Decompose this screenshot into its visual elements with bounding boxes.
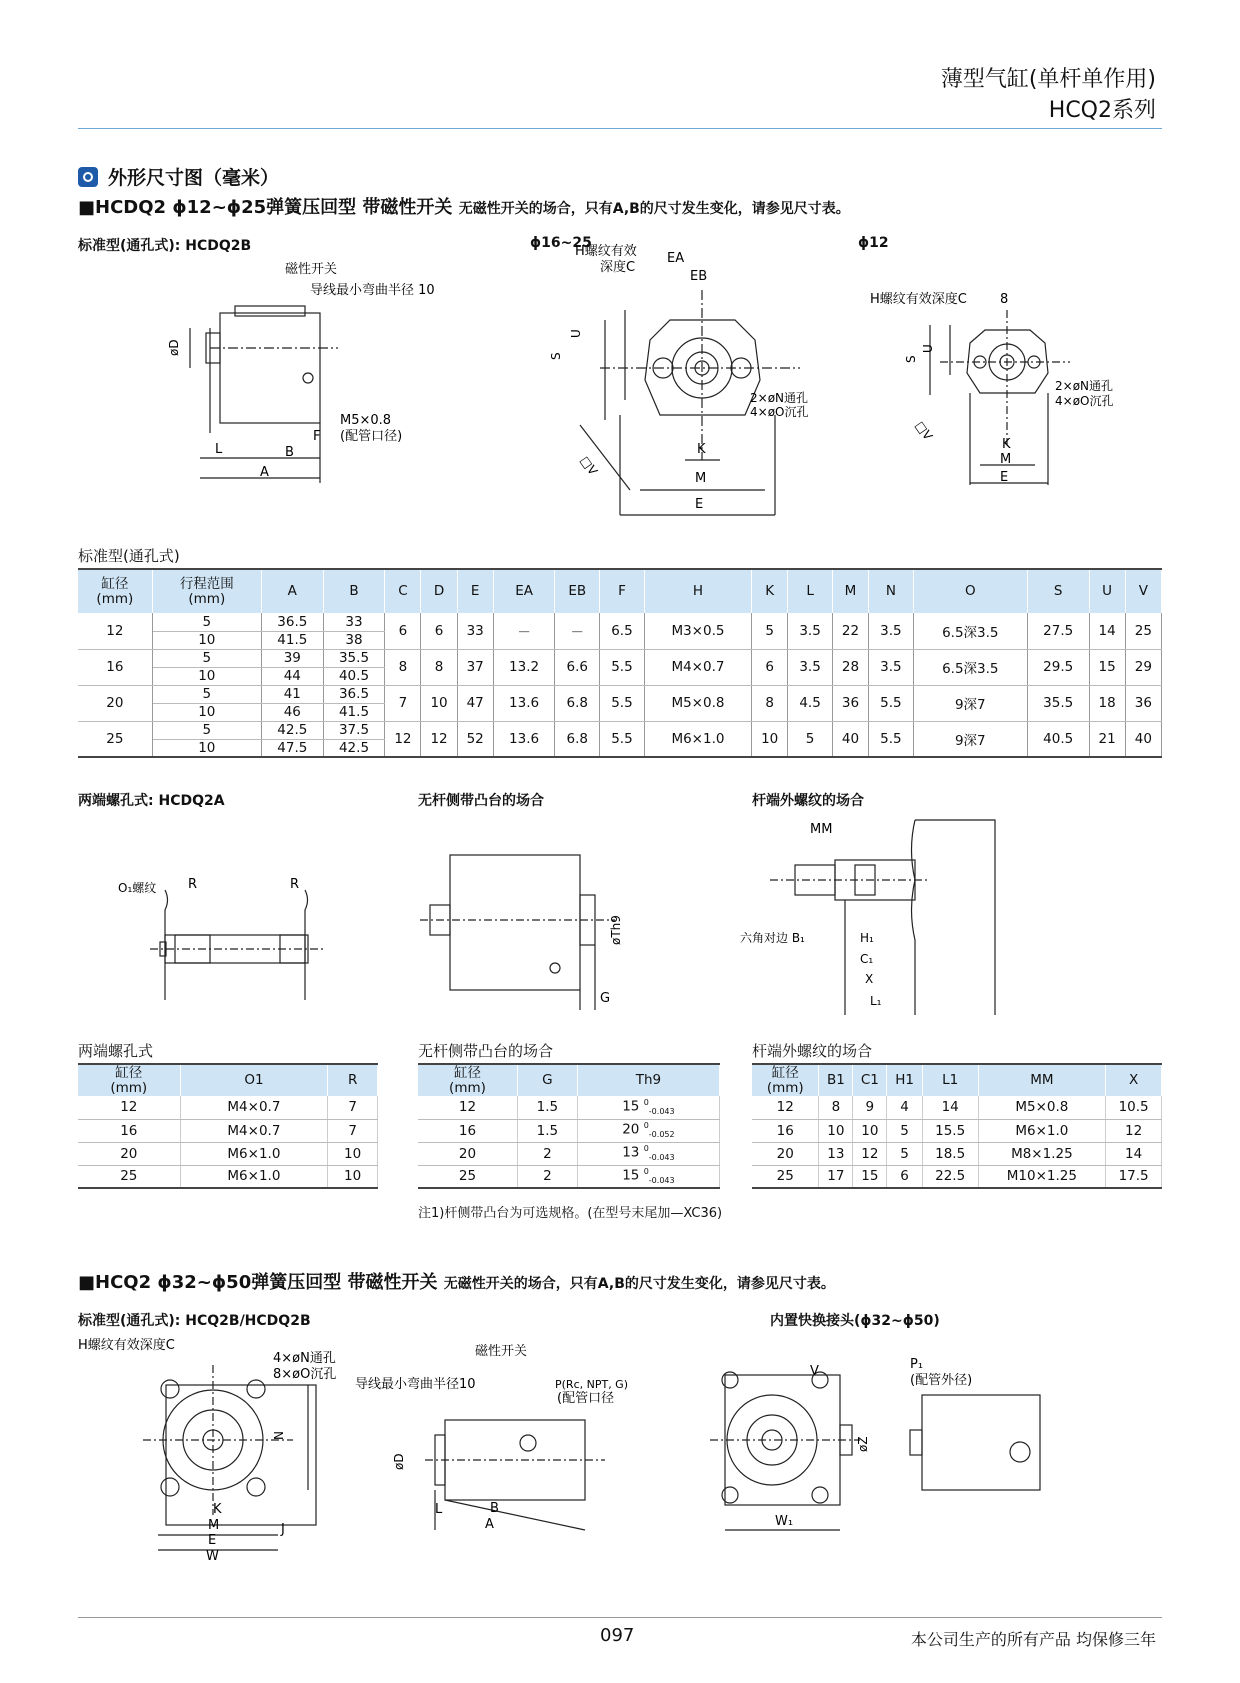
table-header: O1 bbox=[180, 1064, 328, 1096]
table-cell: M5×0.8 bbox=[978, 1096, 1106, 1119]
table-row bbox=[418, 1165, 720, 1188]
table-cell: 33 bbox=[457, 613, 493, 649]
table-cell: 10 bbox=[752, 721, 788, 757]
tolerance-lower: -0.052 bbox=[648, 1130, 675, 1140]
part3-std-label: 标准型(通孔式): HCQ2B/HCDQ2B bbox=[78, 1313, 311, 1329]
table-cell: 16 bbox=[752, 1119, 819, 1142]
side-view-phi32-diagram bbox=[350, 1340, 640, 1540]
table-cell: 20 bbox=[418, 1142, 517, 1165]
table-cell: M4×0.7 bbox=[180, 1096, 328, 1119]
label-wire: 导线最小弯曲半径 10 bbox=[310, 283, 435, 298]
table-cell: 22.5 bbox=[922, 1165, 978, 1188]
label-depth: 深度C bbox=[600, 260, 636, 275]
label-holes-n-12: 2×øN通孔 bbox=[1055, 379, 1114, 393]
table-header: V bbox=[1125, 569, 1161, 613]
table-header: 缸径 (mm) bbox=[418, 1064, 517, 1096]
table-cell: 3.5 bbox=[869, 649, 914, 685]
table-cell: 15.5 bbox=[922, 1119, 978, 1142]
table-cell: 5 bbox=[752, 613, 788, 649]
label-p1: P₁ bbox=[910, 1357, 924, 1372]
label-b: B bbox=[285, 445, 294, 460]
tolerance-upper: 0 bbox=[643, 1121, 649, 1131]
label-u: U bbox=[569, 329, 583, 338]
label-u-12: U bbox=[921, 344, 935, 353]
table-cell: M8×1.25 bbox=[978, 1142, 1106, 1165]
bore-cell: 25 bbox=[78, 721, 152, 757]
table-cell: － bbox=[493, 613, 555, 649]
table-header: S bbox=[1027, 569, 1089, 613]
label-l1: L₁ bbox=[870, 994, 882, 1008]
table-cell: 7 bbox=[385, 685, 421, 721]
table-cell: 16 bbox=[78, 1119, 180, 1142]
tolerance-lower: -0.043 bbox=[648, 1176, 675, 1186]
both-end-thread-table bbox=[78, 1063, 378, 1189]
table-cell: M6×1.0 bbox=[644, 721, 751, 757]
table-cell: 9深7 bbox=[913, 685, 1027, 721]
table-cell: 8 bbox=[752, 685, 788, 721]
label-h-thread-12: H螺纹有效深度C bbox=[870, 292, 967, 307]
header-series: HCQ2系列 bbox=[1048, 98, 1156, 123]
table-cell: 29.5 bbox=[1027, 649, 1089, 685]
table-cell: 46 bbox=[261, 703, 323, 721]
label-switch-32: 磁性开关 bbox=[475, 1344, 528, 1359]
table-cell: 40 bbox=[1125, 721, 1161, 757]
table-cell: 6.6 bbox=[555, 649, 600, 685]
header-divider bbox=[78, 128, 1162, 129]
table-cell: 5 bbox=[887, 1119, 922, 1142]
table-header: B bbox=[323, 569, 385, 613]
table-cell: 12 bbox=[853, 1142, 887, 1165]
table-cell: 37.5 bbox=[323, 721, 385, 739]
table-cell: 10 bbox=[853, 1119, 887, 1142]
table-cell: 5.5 bbox=[600, 649, 645, 685]
table-cell: 37 bbox=[457, 649, 493, 685]
table-header: MM bbox=[978, 1064, 1106, 1096]
table-row bbox=[418, 1096, 720, 1119]
label-x: X bbox=[865, 972, 874, 986]
section-title: 外形尺寸图（毫米） bbox=[78, 163, 279, 190]
table-cell: 22 bbox=[832, 613, 868, 649]
label-d-32: øD bbox=[392, 1453, 406, 1470]
table-cell: 5 bbox=[152, 613, 261, 631]
table-cell: 40.5 bbox=[1027, 721, 1089, 757]
table-cell: 20 bbox=[752, 1142, 819, 1165]
table-cell: 10 bbox=[152, 631, 261, 649]
table-header: 缸径 (mm) bbox=[78, 1064, 180, 1096]
label-port-note-32: (配管口径 bbox=[557, 1391, 615, 1406]
label-v-32: V bbox=[810, 1364, 819, 1379]
label-l-32: L bbox=[435, 1502, 443, 1517]
table-row bbox=[752, 1096, 1162, 1119]
table-cell: 25 bbox=[1125, 613, 1161, 649]
table-cell: 12 bbox=[78, 1096, 180, 1119]
footer-divider bbox=[78, 1617, 1162, 1618]
table-cell: 39 bbox=[261, 649, 323, 667]
table-cell: 13.2 bbox=[493, 649, 555, 685]
std-dimension-table bbox=[78, 568, 1162, 758]
table-cell: M3×0.5 bbox=[644, 613, 751, 649]
table-cell: M4×0.7 bbox=[644, 649, 751, 685]
table-cell: M5×0.8 bbox=[644, 685, 751, 721]
table-cell: 36 bbox=[832, 685, 868, 721]
table-cell: 4.5 bbox=[788, 685, 833, 721]
table-cell: 6 bbox=[887, 1165, 922, 1188]
label-o-holes: 8×øO沉孔 bbox=[273, 1367, 337, 1382]
table-cell: 3.5 bbox=[869, 613, 914, 649]
label-d: øD bbox=[167, 339, 181, 356]
table-row bbox=[78, 1096, 378, 1119]
front-view-phi16-diagram bbox=[549, 244, 860, 525]
table-cell: 42.5 bbox=[261, 721, 323, 739]
label-o1: O₁螺纹 bbox=[118, 881, 157, 895]
table-cell: 40 bbox=[832, 721, 868, 757]
table-cell: 6.5深3.5 bbox=[913, 613, 1027, 649]
part2-label-c: 杆端外螺纹的场合 bbox=[752, 793, 864, 809]
part1-heading: ■HCDQ2 ϕ12~ϕ25弹簧压回型 带磁性开关 无磁性开关的场合，只有A,B的尺寸发生变化，请参见尺寸表。 bbox=[78, 197, 850, 218]
label-h1: H₁ bbox=[860, 931, 874, 945]
std-table-title: 标准型(通孔式) bbox=[78, 547, 180, 565]
table-cell: 10.5 bbox=[1106, 1096, 1162, 1119]
table-cell: 12 bbox=[752, 1096, 819, 1119]
table-header: L bbox=[788, 569, 833, 613]
table-cell: 25 bbox=[418, 1165, 517, 1188]
page-number: 097 bbox=[600, 1625, 635, 1646]
table-cell: 17.5 bbox=[1106, 1165, 1162, 1188]
part2-label-b: 无杆侧带凸台的场合 bbox=[418, 793, 544, 809]
table-row bbox=[752, 1142, 1162, 1165]
table-cell: 29 bbox=[1125, 649, 1161, 685]
table-header: M bbox=[832, 569, 868, 613]
table-cell: 18.5 bbox=[922, 1142, 978, 1165]
label-a-32: A bbox=[485, 1517, 494, 1532]
table-cell: 7 bbox=[328, 1119, 378, 1142]
label-a: A bbox=[260, 465, 269, 480]
label-holes-o-12: 4×øO沉孔 bbox=[1055, 394, 1114, 408]
boss-diagram bbox=[415, 850, 645, 1020]
tolerance-cell: 13 $^0_{-0.043}$ bbox=[577, 1142, 719, 1165]
table-cell: M6×1.0 bbox=[180, 1142, 328, 1165]
label-s-12: S bbox=[904, 355, 918, 363]
label-e: E bbox=[695, 497, 704, 512]
table-header: X bbox=[1106, 1064, 1162, 1096]
label-n-holes: 4×øN通孔 bbox=[273, 1351, 336, 1366]
label-w-32: W bbox=[206, 1549, 219, 1564]
label-r-right: R bbox=[290, 877, 300, 892]
table-cell: 15 bbox=[1089, 649, 1125, 685]
table-cell: 10 bbox=[328, 1142, 378, 1165]
table-cell: 2 bbox=[517, 1142, 577, 1165]
table-cell: 14 bbox=[922, 1096, 978, 1119]
table-header: H1 bbox=[887, 1064, 922, 1096]
table-cell: 10 bbox=[152, 739, 261, 757]
table-cell: 14 bbox=[1089, 613, 1125, 649]
front-view-phi12-diagram bbox=[870, 285, 1140, 495]
table-cell: 2 bbox=[517, 1165, 577, 1188]
table-cell: 52 bbox=[457, 721, 493, 757]
table-header: G bbox=[517, 1064, 577, 1096]
table-cell: 3.5 bbox=[788, 613, 833, 649]
table-row bbox=[78, 1142, 378, 1165]
table-cell: 8 bbox=[819, 1096, 853, 1119]
section-bullet-icon bbox=[78, 167, 98, 187]
table-cell: 6.5 bbox=[600, 613, 645, 649]
label-r-left: R bbox=[188, 877, 198, 892]
table-header: A bbox=[261, 569, 323, 613]
label-f: F bbox=[313, 429, 321, 444]
label-ea: EA bbox=[667, 251, 685, 266]
table-header: F bbox=[600, 569, 645, 613]
table-cell: 8 bbox=[421, 649, 457, 685]
label-hex: 六角对边 B₁ bbox=[740, 931, 805, 945]
label-wire-32: 导线最小弯曲半径10 bbox=[355, 1377, 476, 1392]
table-header: U bbox=[1089, 569, 1125, 613]
table-header: EA bbox=[493, 569, 555, 613]
table-cell: M6×1.0 bbox=[180, 1165, 328, 1188]
table-cell: 5.5 bbox=[600, 721, 645, 757]
label-m-12: M bbox=[1000, 452, 1012, 467]
table-header: EB bbox=[555, 569, 600, 613]
table-cell: 35.5 bbox=[323, 649, 385, 667]
table-cell: 12 bbox=[421, 721, 457, 757]
label-holes-o: 4×øO沉孔 bbox=[750, 405, 809, 419]
table-cell: 47.5 bbox=[261, 739, 323, 757]
table-cell: 6.8 bbox=[555, 721, 600, 757]
part2-label-a: 两端螺孔式: HCDQ2A bbox=[78, 793, 225, 809]
table-cell: 5 bbox=[788, 721, 833, 757]
warranty-note: 本公司生产的所有产品 均保修三年 bbox=[910, 1630, 1156, 1649]
table-cell: 36.5 bbox=[261, 613, 323, 631]
label-m: M bbox=[695, 471, 707, 486]
table-a-title: 两端螺孔式 bbox=[78, 1042, 154, 1060]
rod-end-thread-table bbox=[752, 1063, 1162, 1189]
tolerance-upper: 0 bbox=[643, 1144, 649, 1154]
table-header: H bbox=[644, 569, 751, 613]
tolerance-upper: 0 bbox=[643, 1167, 649, 1177]
table-cell: 12 bbox=[385, 721, 421, 757]
bore-cell: 20 bbox=[78, 685, 152, 721]
table-row bbox=[418, 1142, 720, 1165]
table-cell: 18 bbox=[1089, 685, 1125, 721]
table-cell: 10 bbox=[152, 667, 261, 685]
table-cell: 6.5深3.5 bbox=[913, 649, 1027, 685]
table-cell: 12 bbox=[1106, 1119, 1162, 1142]
table-row bbox=[78, 1119, 378, 1142]
table-cell: 5 bbox=[152, 685, 261, 703]
phi16-label: ϕ16~25 bbox=[530, 235, 592, 251]
label-n-32: N bbox=[272, 1431, 286, 1440]
table-cell: 28 bbox=[832, 649, 868, 685]
table-header: C1 bbox=[853, 1064, 887, 1096]
boss-note: 注1)杆侧带凸台为可选规格。(在型号末尾加—XC36) bbox=[418, 1206, 723, 1221]
table-cell: 6 bbox=[421, 613, 457, 649]
table-cell: 1.5 bbox=[517, 1119, 577, 1142]
label-e-12: E bbox=[1000, 470, 1009, 485]
tolerance-lower: -0.043 bbox=[648, 1107, 675, 1117]
table-cell: 25 bbox=[78, 1165, 180, 1188]
label-mm: MM bbox=[810, 822, 833, 837]
table-header: B1 bbox=[819, 1064, 853, 1096]
table-cell: 7 bbox=[328, 1096, 378, 1119]
tolerance-cell: 15 $^0_{-0.043}$ bbox=[577, 1096, 719, 1119]
table-cell: 40.5 bbox=[323, 667, 385, 685]
label-p1-note: (配管外径) bbox=[910, 1373, 973, 1388]
table-cell: 20 bbox=[78, 1142, 180, 1165]
table-cell: 33 bbox=[323, 613, 385, 631]
table-cell: 6 bbox=[752, 649, 788, 685]
table-cell: 9深7 bbox=[913, 721, 1027, 757]
table-cell: 38 bbox=[323, 631, 385, 649]
table-header: L1 bbox=[922, 1064, 978, 1096]
label-eight: 8 bbox=[1000, 292, 1009, 307]
table-cell: M10×1.25 bbox=[978, 1165, 1106, 1188]
table-row bbox=[78, 613, 1162, 631]
label-eb: EB bbox=[690, 269, 708, 284]
table-cell: 41 bbox=[261, 685, 323, 703]
table-cell: M4×0.7 bbox=[180, 1119, 328, 1142]
table-header: 缸径 (mm) bbox=[78, 569, 152, 613]
bore-cell: 16 bbox=[78, 649, 152, 685]
table-cell: 16 bbox=[418, 1119, 517, 1142]
both-end-thread-diagram bbox=[110, 870, 340, 1010]
table-cell: 17 bbox=[819, 1165, 853, 1188]
table-cell: 5.5 bbox=[869, 721, 914, 757]
table-cell: 41.5 bbox=[261, 631, 323, 649]
bore-cell: 12 bbox=[78, 613, 152, 649]
table-cell: － bbox=[555, 613, 600, 649]
table-row bbox=[752, 1165, 1162, 1188]
label-b-32: B bbox=[490, 1501, 499, 1516]
table-cell: 27.5 bbox=[1027, 613, 1089, 649]
label-k-32: K bbox=[213, 1502, 222, 1517]
table-cell: 44 bbox=[261, 667, 323, 685]
table-cell: 13.6 bbox=[493, 721, 555, 757]
label-g: G bbox=[600, 991, 611, 1006]
table-row bbox=[78, 649, 1162, 667]
phi12-label: ϕ12 bbox=[858, 235, 889, 251]
table-cell: M6×1.0 bbox=[978, 1119, 1106, 1142]
label-port-note: (配管口径) bbox=[340, 429, 403, 444]
part1-std-label: 标准型(通孔式): HCDQ2B bbox=[78, 238, 252, 254]
table-header: R bbox=[328, 1064, 378, 1096]
table-cell: 10 bbox=[152, 703, 261, 721]
table-header: N bbox=[869, 569, 914, 613]
label-h-thread-32: H螺纹有效深度C bbox=[78, 1338, 175, 1353]
table-header: 行程范围 (mm) bbox=[152, 569, 261, 613]
table-row bbox=[418, 1119, 720, 1142]
table-row bbox=[78, 721, 1162, 739]
table-header: K bbox=[752, 569, 788, 613]
label-port: M5×0.8 bbox=[340, 413, 392, 428]
table-cell: 5 bbox=[152, 721, 261, 739]
table-cell: 4 bbox=[887, 1096, 922, 1119]
label-th9: øTh9 bbox=[609, 915, 623, 945]
table-cell: 10 bbox=[421, 685, 457, 721]
part3-heading: ■HCQ2 ϕ32~ϕ50弹簧压回型 带磁性开关 无磁性开关的场合，只有A,B的尺寸发生变化，请参见尺寸表。 bbox=[78, 1272, 835, 1293]
label-j-32: J bbox=[281, 1522, 285, 1537]
table-cell: 3.5 bbox=[788, 649, 833, 685]
table-cell: 13.6 bbox=[493, 685, 555, 721]
table-cell: 10 bbox=[328, 1165, 378, 1188]
table-cell: 10 bbox=[819, 1119, 853, 1142]
part3-builtin-label: 内置快换接头(ϕ32~ϕ50) bbox=[770, 1313, 940, 1329]
table-c-title: 杆端外螺纹的场合 bbox=[752, 1042, 873, 1060]
table-cell: 42.5 bbox=[323, 739, 385, 757]
table-cell: 12 bbox=[418, 1096, 517, 1119]
table-cell: 13 bbox=[819, 1142, 853, 1165]
tolerance-lower: -0.043 bbox=[648, 1153, 675, 1163]
table-cell: 8 bbox=[385, 649, 421, 685]
table-header: O bbox=[913, 569, 1027, 613]
table-cell: 36.5 bbox=[323, 685, 385, 703]
table-cell: 36 bbox=[1125, 685, 1161, 721]
label-holes-n: 2×øN通孔 bbox=[750, 391, 809, 405]
table-cell: 35.5 bbox=[1027, 685, 1089, 721]
label-h-thread: H螺纹有效 bbox=[575, 244, 637, 259]
label-w1: W₁ bbox=[775, 1514, 794, 1529]
label-s: S bbox=[549, 352, 563, 360]
table-row bbox=[752, 1119, 1162, 1142]
header-title: 薄型气缸(单杆单作用) bbox=[940, 67, 1156, 92]
label-port-32: P(Rc, NPT, G) bbox=[555, 1378, 628, 1391]
table-cell: 1.5 bbox=[517, 1096, 577, 1119]
rod-end-thread-diagram bbox=[740, 820, 1000, 1015]
front-view-phi32-diagram bbox=[78, 1335, 348, 1565]
table-header: Th9 bbox=[577, 1064, 719, 1096]
label-switch: 磁性开关 bbox=[285, 262, 338, 277]
table-cell: 14 bbox=[1106, 1142, 1162, 1165]
table-cell: 6.8 bbox=[555, 685, 600, 721]
label-m-32: M bbox=[208, 1518, 220, 1533]
side-view-diagram bbox=[160, 258, 460, 488]
tolerance-cell: 20 $^0_{-0.052}$ bbox=[577, 1119, 719, 1142]
label-z: øZ bbox=[856, 1436, 870, 1452]
table-cell: 5.5 bbox=[600, 685, 645, 721]
table-cell: 5 bbox=[887, 1142, 922, 1165]
table-row bbox=[78, 685, 1162, 703]
table-cell: 15 bbox=[853, 1165, 887, 1188]
table-cell: 41.5 bbox=[323, 703, 385, 721]
table-cell: 5 bbox=[152, 649, 261, 667]
table-header: D bbox=[421, 569, 457, 613]
table-header: C bbox=[385, 569, 421, 613]
boss-table bbox=[418, 1063, 720, 1189]
label-c1: C₁ bbox=[860, 952, 874, 966]
table-row bbox=[78, 1165, 378, 1188]
tolerance-upper: 0 bbox=[643, 1098, 649, 1108]
table-cell: 9 bbox=[853, 1096, 887, 1119]
table-cell: 21 bbox=[1089, 721, 1125, 757]
label-v-12: □V bbox=[912, 418, 936, 443]
label-k: K bbox=[697, 442, 706, 457]
table-cell: 6 bbox=[385, 613, 421, 649]
tolerance-cell: 15 $^0_{-0.043}$ bbox=[577, 1165, 719, 1188]
label-e-32: E bbox=[208, 1533, 217, 1548]
table-cell: 5.5 bbox=[869, 685, 914, 721]
label-v: □V bbox=[577, 453, 601, 478]
table-b-title: 无杆侧带凸台的场合 bbox=[418, 1042, 554, 1060]
table-cell: 47 bbox=[457, 685, 493, 721]
builtin-fitting-diagram bbox=[710, 1355, 1050, 1540]
table-cell: 25 bbox=[752, 1165, 819, 1188]
label-l: L bbox=[215, 442, 223, 457]
label-k-12: K bbox=[1002, 437, 1011, 452]
table-header: 缸径 (mm) bbox=[752, 1064, 819, 1096]
table-header: E bbox=[457, 569, 493, 613]
